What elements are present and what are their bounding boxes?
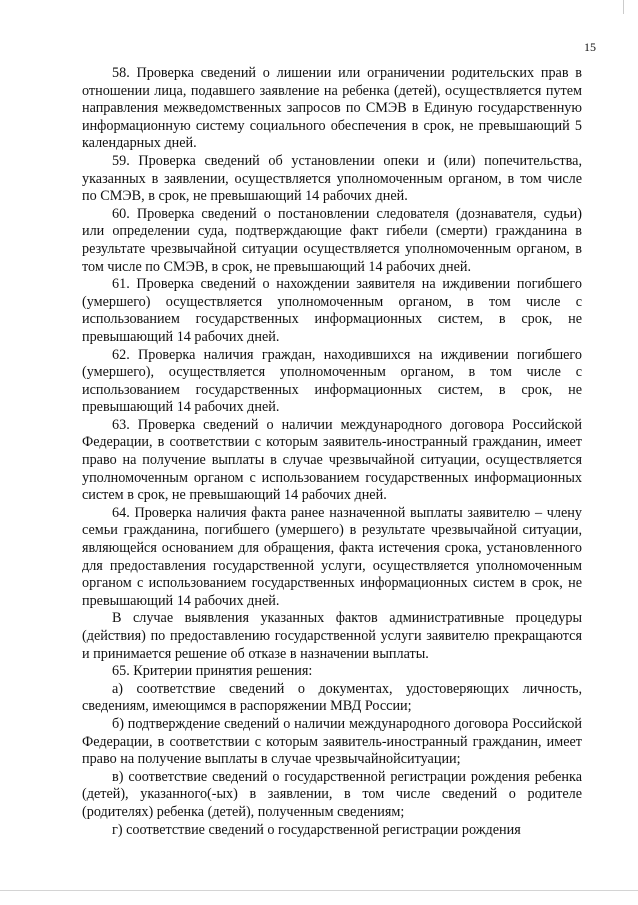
paragraph-64: 64. Проверка наличия факта ранее назначенной выплаты заявителю – члену семьи гражданина, погибшего (умершего) в результате чрезвычайной ситуации, являющейся основанием для обращения, факта истечения срока, установленного для предоставления государственной услуги, осуществляется уполномоченным органом с использованием государственных информационных систем в срок, не превышающий 14 рабочих дней. xyxy=(82,504,582,609)
paragraph-63: 63. Проверка сведений о наличии международного договора Российской Федерации, в соответствии с которым заявитель-иностранный гражданин, имеет право на получение выплаты в случае чрезвычайной ситуации, осуществляется уполномоченным органом с использованием государственных информационных систем в срок, не превышающий 14 рабочих дней. xyxy=(82,416,582,504)
paragraph-59: 59. Проверка сведений об установлении опеки и (или) попечительства, указанных в заявлении, осуществляется уполномоченным органом, в том числе по СМЭВ, в срок, не превышающий 14 рабочих дней. xyxy=(82,152,582,205)
paragraph-58: 58. Проверка сведений о лишении или ограничении родительских прав в отношении лица, подавшего заявление на ребенка (детей), осуществляется путем направления межведомственных запросов по СМЭВ в Единую государственную информационную систему социального обеспечения в срок, не превышающий 5 календарных дней. xyxy=(82,65,582,152)
criterion-a: а) соответствие сведений о документах, удостоверяющих личность, сведениям, имеющимся в распоряжении МВД России; xyxy=(82,680,582,715)
page-number: 15 xyxy=(584,40,596,54)
criterion-v: в) соответствие сведений о государственной регистрации рождения ребенка (детей), указанного(-ых) в заявлении, в том числе сведений о родителе (родителях) ребенка (детей), полученным сведениям; xyxy=(82,768,582,820)
paragraph-61: 61. Проверка сведений о нахождении заявителя на иждивении погибшего (умершего) осуществляется уполномоченным органом, в том числе с использованием государственных информационных систем, в срок, не превышающий 14 рабочих дней. xyxy=(82,276,582,345)
paragraph-60: 60. Проверка сведений о постановлении следователя (дознавателя, судьи) или определении суда, подтверждающие факт гибели (смерти) гражданина в результате чрезвычайной ситуации осуществляется уполномоченным органом, в том числе по СМЭВ, в срок, не превышающий 14 рабочих дней. xyxy=(82,205,582,275)
scan-bottom-line xyxy=(0,890,638,891)
criterion-g: г) соответствие сведений о государственной регистрации рождения xyxy=(112,821,521,838)
paragraph-62: 62. Проверка наличия граждан, находившихся на иждивении погибшего (умершего), осуществляется уполномоченным органом, в том числе с использованием государственных информационных систем, в срок, не превышающий 14 рабочих дней. xyxy=(82,346,582,416)
scan-edge-mark xyxy=(623,0,624,14)
paragraph-65: 65. Критерии принятия решения: xyxy=(112,663,313,680)
criterion-b: б) подтверждение сведений о наличии международного договора Российской Федерации, в соответствии с которым заявитель-иностранный гражданин, имеет право на получение выплаты в случае чрезвычайнойситуации; xyxy=(82,715,582,768)
document-body xyxy=(82,65,582,839)
paragraph-termination-note: В случае выявления указанных фактов административные процедуры (действия) по предоставлению государственной услуги заявителю прекращаются и принимается решение об отказе в назначении выплаты. xyxy=(82,610,582,662)
